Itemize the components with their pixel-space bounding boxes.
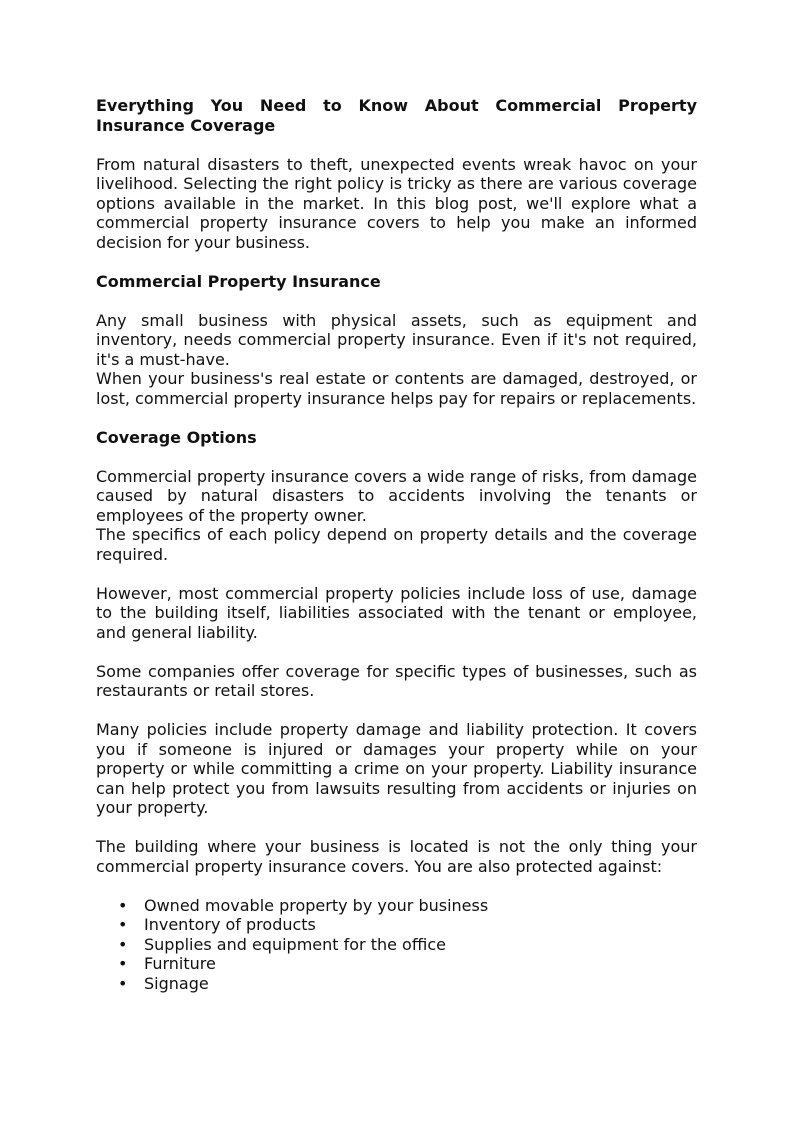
- paragraph: The specifics of each policy depend on property details and the coverage required.: [96, 525, 697, 564]
- list-item: [96, 935, 697, 955]
- list-item: [96, 896, 697, 916]
- list-item: [96, 974, 697, 994]
- paragraph: The building where your business is located is not the only thing your commercial property insurance covers. You are also protected against:: [96, 837, 697, 876]
- list-item-text: Furniture: [144, 954, 216, 973]
- list-item-text: Owned movable property by your business: [144, 895, 489, 915]
- list-item-text: Inventory of products: [144, 915, 316, 934]
- section-heading-commercial-property-insurance: Commercial Property Insurance: [96, 271, 381, 291]
- paragraph: Any small business with physical assets, such as equipment and inventory, needs commercial property insurance. Even if it's not required, it's a must-have.: [96, 310, 697, 369]
- paragraph: However, most commercial property policies include loss of use, damage to the building itself, liabilities associated with the tenant or employee, and general liability.: [96, 583, 697, 642]
- paragraph: Some companies offer coverage for specific types of businesses, such as restaurants or retail stores.: [96, 661, 697, 700]
- bullet-icon: •: [118, 915, 128, 934]
- bullet-icon: •: [118, 895, 128, 915]
- list-item-text: Signage: [144, 973, 209, 993]
- list-item: [96, 954, 697, 974]
- section-heading-coverage-options: Coverage Options: [96, 427, 257, 447]
- coverage-list: [96, 896, 697, 994]
- intro-paragraph: From natural disasters to theft, unexpected events wreak havoc on your livelihood. Selecting the right policy is tricky as there are various coverage options available in the market. In this blog post, we'll explore what a commercial property insurance covers to help you make an informed decision for your business.: [96, 154, 697, 252]
- list-item: [96, 915, 697, 935]
- bullet-icon: •: [118, 934, 128, 954]
- bullet-icon: •: [118, 973, 128, 993]
- document-page: [96, 96, 697, 993]
- paragraph: Many policies include property damage and liability protection. It covers you if someone is injured or damages your property while on your property or while committing a crime on your property. Liability insurance can help protect you from lawsuits resulting from accidents or injuries on your property.: [96, 720, 697, 817]
- list-item-text: Supplies and equipment for the office: [144, 934, 446, 954]
- paragraph: Commercial property insurance covers a wide range of risks, from damage caused by natural disasters to accidents involving the tenants or employees of the property owner.: [96, 466, 697, 525]
- bullet-icon: •: [118, 954, 128, 973]
- document-title: Everything You Need to Know About Commercial Property Insurance Coverage: [96, 96, 697, 135]
- paragraph: When your business's real estate or contents are damaged, destroyed, or lost, commercial property insurance helps pay for repairs or replacements.: [96, 369, 697, 408]
